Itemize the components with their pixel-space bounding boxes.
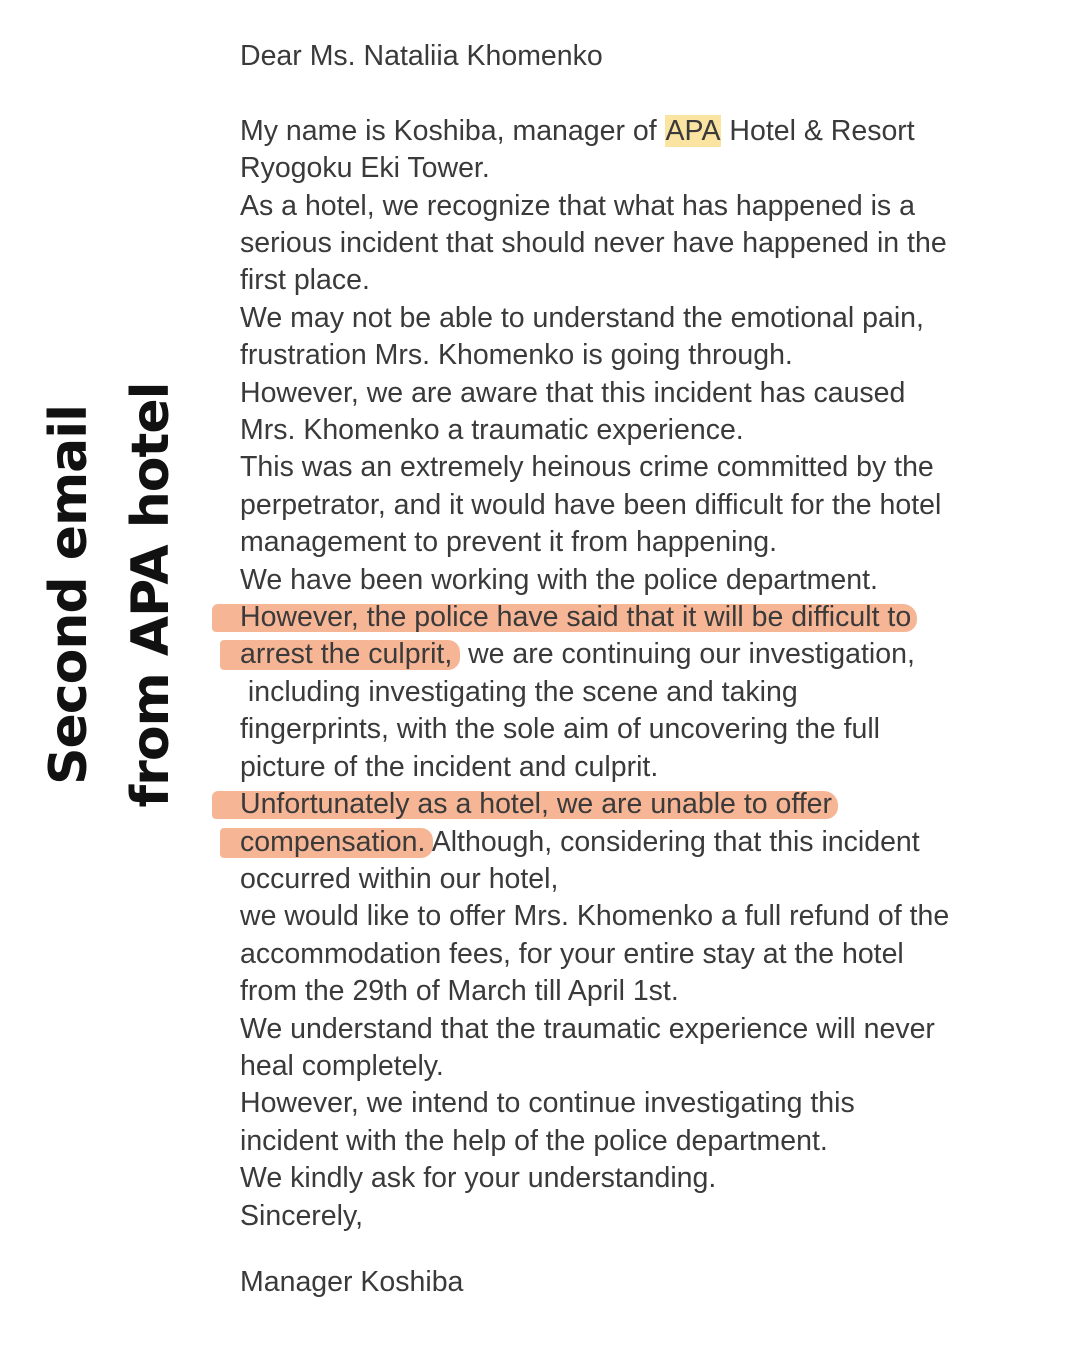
blank-line <box>240 1235 1040 1264</box>
email-line: However, we intend to continue investigating this <box>240 1087 855 1120</box>
highlighted-line-compensation <box>240 786 1040 823</box>
highlighted-line-compensation-2 <box>240 824 1040 861</box>
email-greeting: Dear Ms. Nataliia Khomenko <box>240 40 603 72</box>
intro-text-post: Hotel & Resort <box>721 114 915 147</box>
email-line: serious incident that should never have happened in the <box>240 227 947 260</box>
email-body <box>240 38 1040 1301</box>
email-signature: Manager Koshiba <box>240 1265 464 1298</box>
email-line: We have been working with the police department. <box>240 563 878 596</box>
highlight-police-1: However, the police have said that it will be difficult to <box>240 601 912 634</box>
email-line: Sincerely, <box>240 1199 364 1232</box>
email-line: accommodation fees, for your entire stay at the hotel <box>240 937 904 970</box>
caption-line-1: Second email <box>39 405 99 785</box>
email-line: first place. <box>240 264 370 297</box>
highlight-compensation-2: compensation. <box>240 825 426 858</box>
brand-highlight: APA <box>665 114 721 147</box>
highlight-police-2: arrest the culprit, <box>240 638 453 671</box>
email-line: we would like to offer Mrs. Khomenko a full refund of the <box>240 900 950 933</box>
email-line: perpetrator, and it would have been difficult for the hotel <box>240 488 942 521</box>
email-line: fingerprints, with the sole aim of uncovering the full <box>240 713 880 746</box>
email-intro-line <box>240 113 1040 150</box>
highlight-compensation-1: Unfortunately as a hotel, we are unable to offer <box>240 788 833 821</box>
email-line: Mrs. Khomenko a traumatic experience. <box>240 414 744 447</box>
email-line: from the 29th of March till April 1st. <box>240 975 679 1008</box>
side-caption <box>40 370 180 820</box>
email-line: picture of the incident and culprit. <box>240 750 659 783</box>
intro-text-pre: My name is Koshiba, manager of <box>240 114 665 147</box>
email-line: management to prevent it from happening. <box>240 526 778 559</box>
caption-line-2: from APA hotel <box>121 382 181 808</box>
email-line: frustration Mrs. Khomenko is going through. <box>240 339 793 372</box>
email-line: heal completely. <box>240 1049 444 1082</box>
email-line: This was an extremely heinous crime committed by the <box>240 451 934 484</box>
email-line: We kindly ask for your understanding. <box>240 1162 717 1195</box>
email-line: As a hotel, we recognize that what has happened is a <box>240 189 915 222</box>
highlighted-line-police <box>240 599 1040 636</box>
email-line: Ryogoku Eki Tower. <box>240 152 490 185</box>
blank-line <box>240 75 1040 112</box>
email-text: Although, considering that this incident <box>425 825 920 858</box>
email-line: incident with the help of the police department. <box>240 1124 828 1157</box>
email-line: We may not be able to understand the emotional pain, <box>240 301 924 334</box>
email-line: occurred within our hotel, <box>240 862 559 895</box>
highlighted-line-culprit <box>240 636 1040 673</box>
email-line: including investigating the scene and taking <box>240 675 798 708</box>
email-text: we are continuing our investigation, <box>452 638 915 671</box>
email-line: However, we are aware that this incident has caused <box>240 376 906 409</box>
email-line: We understand that the traumatic experience will never <box>240 1012 935 1045</box>
